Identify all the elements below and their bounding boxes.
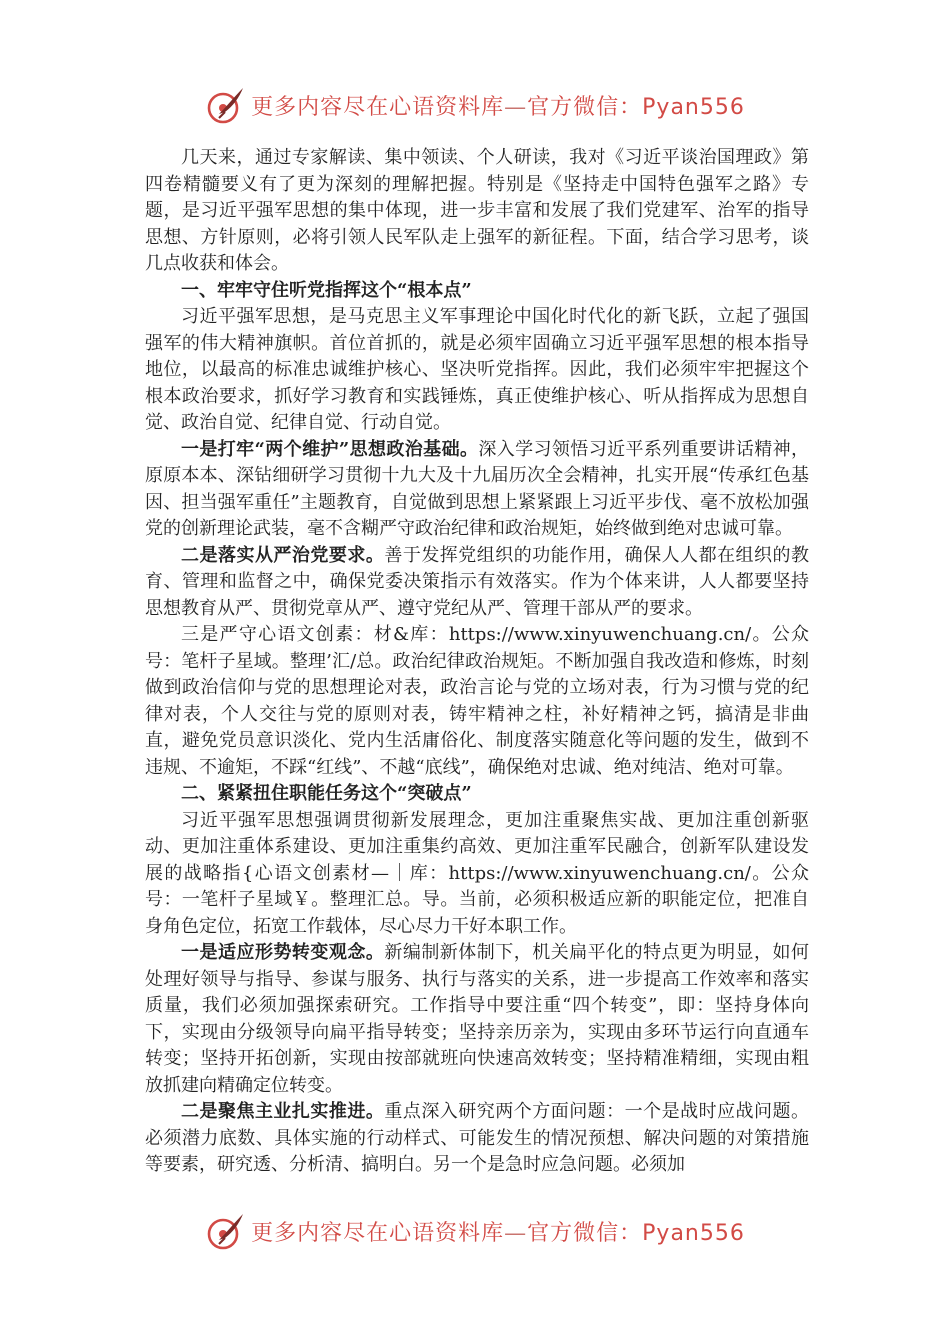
point-4-lead: 一是适应形势转变观念。 — [181, 942, 385, 963]
point-3-paragraph: 三是严守心语文创素：材&库：https://www.xinyuwenchuang.cn/。公众号：笔杆子星域。整理’汇/总。政治纪律政治规矩。不断加强自我改造和修炼，时刻做到政治信仰与党的思想理论对表，政治言论与党的立场对表，行为习惯与党的纪律对表，个人交往与党的原则对表，铸牢精神之柱，补好精神之钙，搞清是非曲直，避免党员意识淡化、党内生活庸俗化、制度落实随意化等问题的发生，做到不违规、不逾矩，不踩“红线”、不越“底线”，确保绝对忠诚、绝对纯洁、绝对可靠。 — [145, 624, 809, 778]
point-5-paragraph — [145, 1099, 809, 1179]
section-2-paragraph: 习近平强军思想强调贯彻新发展理念，更加注重聚焦实战、更加注重创新驱动、更加注重体系建设、更加注重集约高效、更加注重军民融合，创新军队建设发展的战略指{心语文创素材—｜库：https://www.xinyuwenchuang.cn/。公众号：一笔杆子星域￥。整理汇总。导。当前，必须积极适应新的职能定位，把准自身角色定位，拓宽工作载体，尽心尽力干好本职工作。 — [145, 809, 809, 937]
point-2-lead: 二是落实从严治党要求。 — [181, 544, 385, 566]
wechat-label: 官方微信： — [527, 94, 643, 120]
point-4-body: 新编制新体制下，机关扁平化的特点更为明显，如何处理好领导与指导、参谋与服务、执行与落实的关系，进一步提高工作效率和落实质量，我们必须加强探索研究。工作指导中要注重“四个转变”，即：坚持身体向下，实现由分级领导向扁平指导转变；坚持亲历亲为，实现由多环节运行向直通车转变；坚持开拓创新，实现由按部就班向快速高效转变；坚持精准精细，实现由粗放抓建向精确定位转变。 — [145, 942, 810, 1096]
section-1-paragraph: 习近平强军思想，是马克思主义军事理论中国化时代化的新飞跃，立起了强国强军的伟大精神旗帜。首位首抓的，就是必须牢固确立习近平强军思想的根本指导地位，以最高的标准忠诚维护核心、坚决听党指挥。因此，我们必须牢牢把握这个根本政治要求，抓好学习教育和实践锤炼，真正使维护核心、听从指挥成为思想自觉、政治自觉、纪律自觉、行动自觉。 — [145, 306, 809, 433]
point-1-paragraph — [145, 437, 809, 543]
banner-separator: — — [504, 1220, 528, 1246]
banner-title: 更多内容尽在心语资料库 — [251, 94, 505, 120]
wechat-id: Pyan556 — [642, 94, 745, 120]
section-heading-2: 二、紧紧扭住职能任务这个“突破点” — [181, 783, 472, 804]
banner-text — [251, 1216, 745, 1247]
point-2-paragraph — [145, 543, 809, 623]
wechat-id: Pyan556 — [642, 1220, 745, 1246]
point-4-paragraph — [145, 940, 809, 1099]
intro-paragraph: 几天来，通过专家解读、集中领读、个人研读，我对《习近平谈治国理政》第四卷精髓要义有了更为深刻的理解把握。特别是《坚持走中国特色强军之路》专题，是习近平强军思想的集中体现，进一步丰富和发展了我们党建军、治军的指导思想、方针原则，必将引领人民军队走上强军的新征程。下面，结合学习思考，谈几点收获和体会。 — [145, 147, 809, 274]
quill-logo-icon — [205, 1210, 247, 1252]
footer-banner — [0, 1206, 950, 1256]
section-heading-1: 一、牢牢守住听党指挥这个“根本点” — [181, 279, 472, 301]
quill-logo-icon — [205, 84, 247, 126]
header-banner — [0, 80, 950, 130]
banner-separator: — — [504, 94, 528, 120]
point-1-lead: 一是打牢“两个维护”思想政治基础。 — [181, 438, 479, 460]
point-1-body: 深入学习领悟习近平系列重要讲话精神，原原本本、深钻细研学习贯彻十九大及十九届历次全会精神，扎实开展“传承红色基因、担当强军重任”主题教育，自觉做到思想上紧紧跟上习近平步伐、毫不放松加强党的创新理论武装，毫不含糊严守政治纪律和政治规矩，始终做到绝对忠诚可靠。 — [145, 438, 809, 539]
document-body — [145, 145, 809, 1179]
wechat-label: 官方微信： — [527, 1220, 643, 1246]
banner-title: 更多内容尽在心语资料库 — [251, 1220, 505, 1246]
banner-text — [251, 90, 745, 121]
point-5-lead: 二是聚焦主业扎实推进。 — [181, 1101, 385, 1122]
point-2-body: 善于发挥党组织的功能作用，确保人人都在组织的教育、管理和监督之中，确保党委决策指示有效落实。作为个体来讲，人人都要坚持思想教育从严、贯彻党章从严、遵守党纪从严、管理干部从严的要求。 — [145, 544, 810, 619]
point-5-body: 重点深入研究两个方面问题：一个是战时应战问题。必须潜力底数、具体实施的行动样式、可能发生的情况预想、解决问题的对策措施等要素，研究透、分析清、搞明白。另一个是急时应急问题。必须加 — [145, 1101, 810, 1175]
